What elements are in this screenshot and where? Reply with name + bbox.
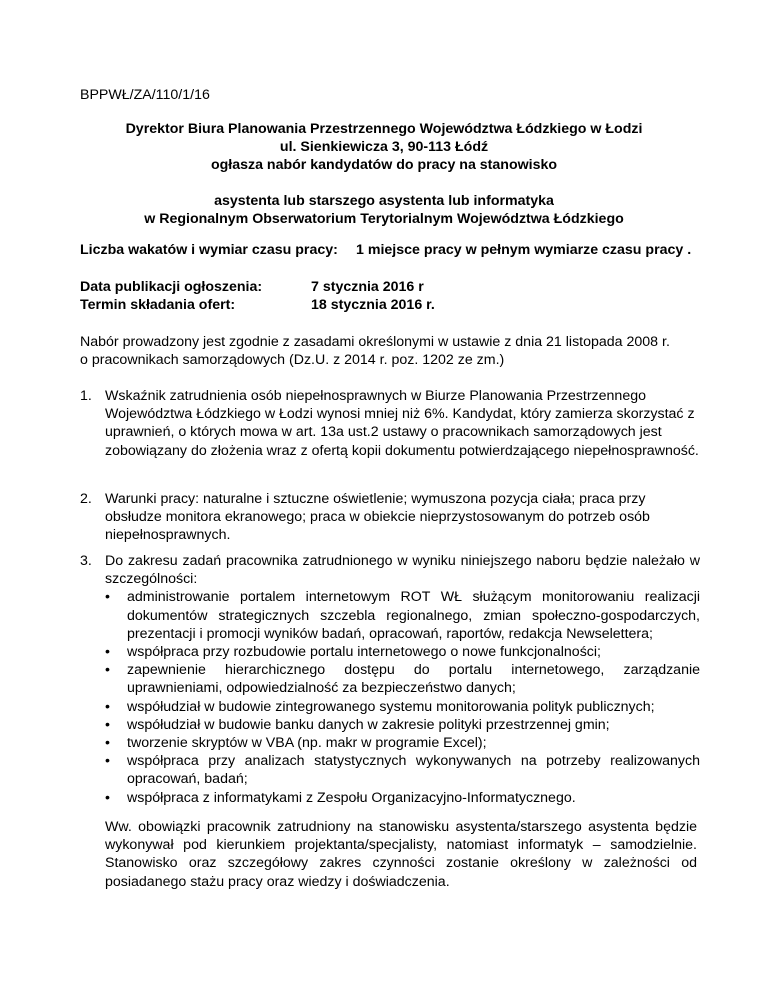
list-item [80,490,700,545]
position-header [0,192,768,228]
bullet-icon [105,789,127,807]
header-line: ogłasza nabór kandydatów do pracy na stanowisko [210,157,558,174]
bullet-icon [105,588,127,606]
item-text: Wskaźnik zatrudnienia osób niepełnosprawnych w Biurze Planowania Przestrzennego Województwa Łódzkiego w Łodzi wynosi mniej niż 6%. Kandydat, który zamierza skorzystać z uprawnień, o których mowa w art. 13a ust.2 ustawy o pracownikach samorządowych jest zobowiązany do złożenia wraz z ofertą kopii dokumentu potwierdzającego niepełnosprawność. [105,388,699,459]
vacancy-row [80,241,338,259]
publication-value: 7 stycznia 2016 r [311,279,424,295]
publication-label: Data publikacji ogłoszenia: [80,279,263,295]
bullet-icon [105,752,127,770]
item-number: 2. [80,491,92,507]
bullet-icon [105,643,127,661]
vacancy-label: Liczba wakatów i wymiar czasu pracy: [80,242,338,258]
duty-item: • zapewnienie hierarchicznego dostępu do portalu internetowego, zarządzanie uprawnieniami, odpowiedzialność za bezpieczeństwo danych; [105,661,700,697]
duty-item: • współpraca z informatykami z Zespołu Organizacyjno-Informatycznego. [105,789,700,807]
duty-item: • współpraca przy rozbudowie portalu internetowego o nowe funkcjonalności; [105,643,700,661]
duties-list [105,588,700,806]
item-number: 3. [80,553,92,569]
announcement-header [0,120,768,175]
item-text: Do zakresu zadań pracownika zatrudnionego w wyniku niniejszego naboru będzie należało w szczególności: [105,553,700,588]
vacancy-value-row [356,241,691,259]
closing-paragraph: Ww. obowiązki pracownik zatrudniony na stanowisku asystenta/starszego asystenta będzie wykonywał pod kierunkiem projektanta/specjalisty, natomiast informatyk – samodzielnie. Stanowisko oraz szczegółowy zakres czynności zostanie określony w zależności od posiadanego stażu pracy oraz wiedzy i doświadczenia. [105,819,697,890]
bullet-icon [105,661,127,679]
intro-paragraph: Nabór prowadzony jest zgodnie z zasadami określonymi w ustawie z dnia 21 listopada 2008 r. o pracownikach samorządowych (Dz.U. z 2014 r. poz. 1202 ze zm.) [80,334,670,369]
list-item [80,387,700,460]
header-line: w Regionalnym Obserwatorium Terytorialnym Województwa Łódzkiego [144,211,624,228]
duty-item: • współudział w budowie banku danych w zakresie polityki przestrzennej gmin; [105,716,700,734]
list-item [80,552,700,807]
vacancy-value: 1 miejsce pracy w pełnym wymiarze czasu pracy . [356,242,692,258]
bullet-icon [105,698,127,716]
duty-item: • tworzenie skryptów w VBA (np. makr w programie Excel); [105,734,700,752]
bullet-icon [105,734,127,752]
bullet-icon [105,716,127,734]
deadline-value: 18 stycznia 2016 r. [311,297,435,313]
deadline-label: Termin składania ofert: [80,297,236,313]
item-number: 1. [80,388,92,404]
duty-item: • współudział w budowie zintegrowanego systemu monitorowania polityk publicznych; [105,698,700,716]
item-text: Warunki pracy: naturalne i sztuczne oświetlenie; wymuszona pozycja ciała; praca przy obsłudze monitora ekranowego; praca w obiekcie nieprzystosowanym do potrzeb osób niepełnosprawnych. [105,491,650,544]
header-line: asystenta lub starszego asystenta lub informatyka [214,193,554,209]
duty-item: • współpraca przy analizach statystycznych wykonywanych na potrzeby realizowanych opracowań, badań; [105,752,700,788]
reference-number: BPPWŁ/ZA/110/1/16 [80,87,210,103]
header-line: ul. Sienkiewicza 3, 90-113 Łódź [279,139,489,156]
header-line: Dyrektor Biura Planowania Przestrzennego Województwa Łódzkiego w Łodzi [125,121,643,137]
duty-item: • administrowanie portalem internetowym ROT WŁ służącym monitorowaniu realizacji dokumentów strategicznych szczebla regionalnego, zmian społeczno-gospodarczych, prezentacji i promocji wyników badań, opracowań, raportów, redakcja Newselettera; [105,588,700,643]
